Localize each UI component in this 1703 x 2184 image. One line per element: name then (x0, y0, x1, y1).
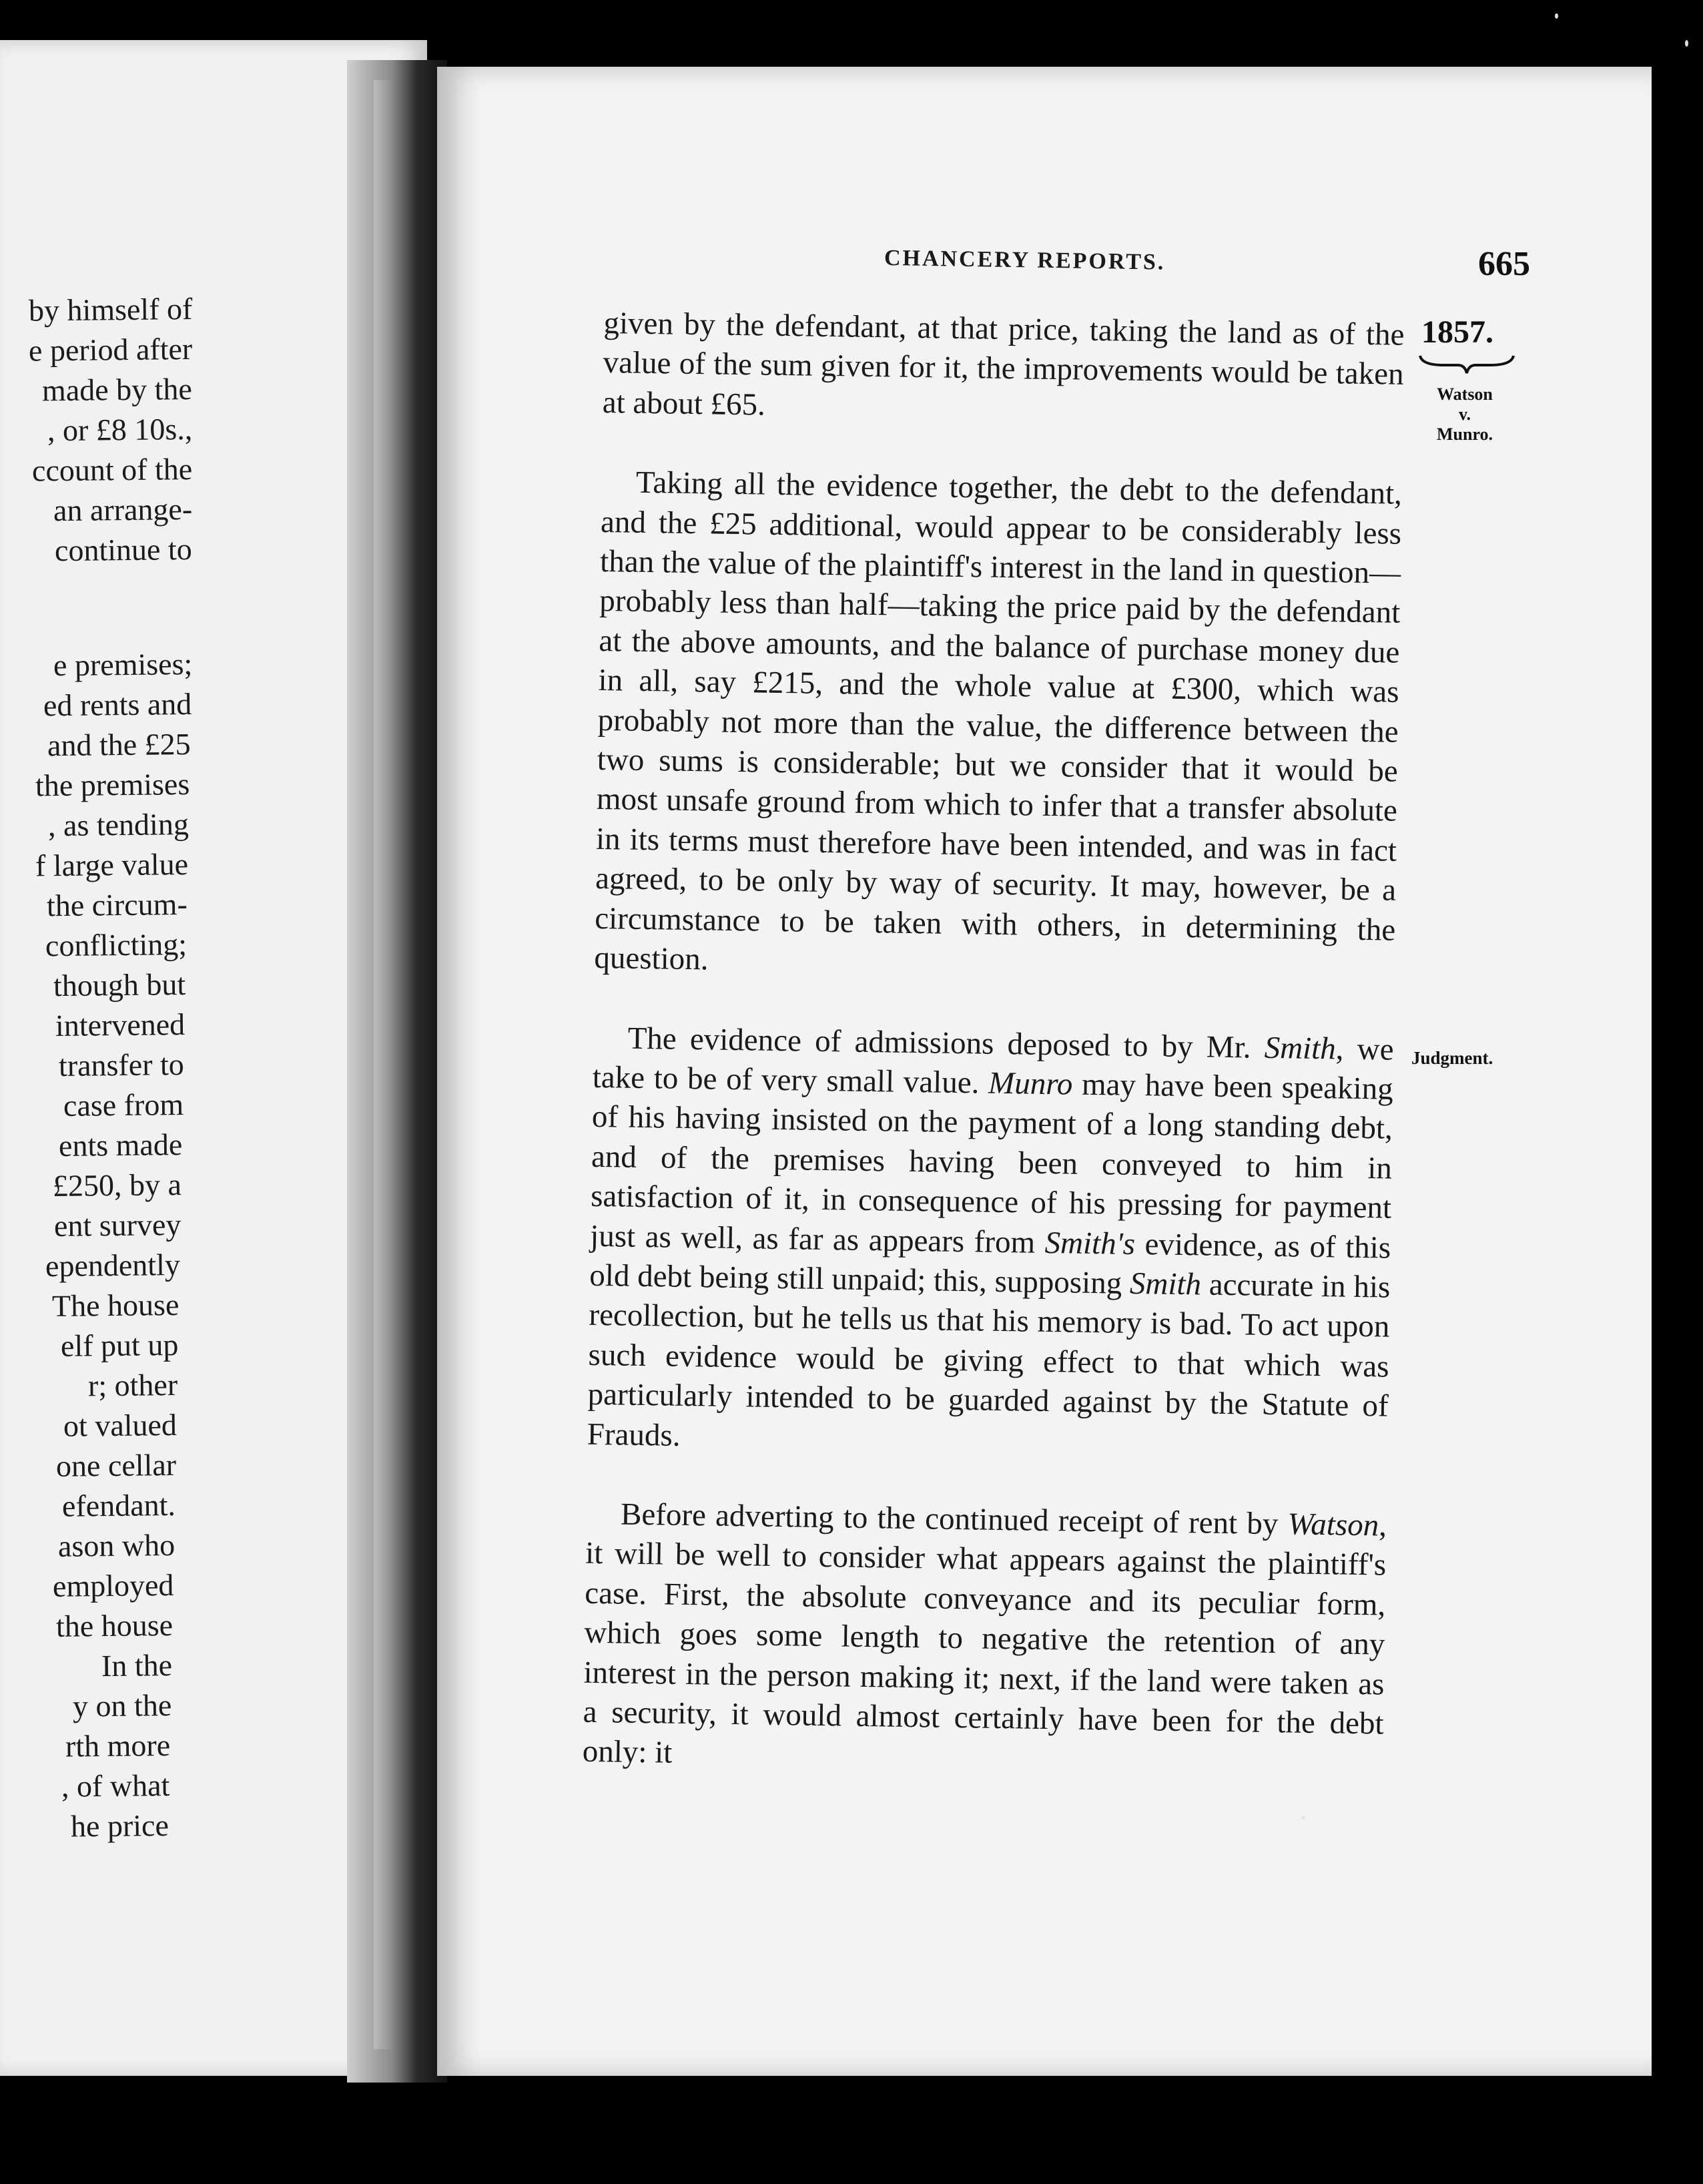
facing-page-line: e premises; (53, 647, 193, 683)
body-text (582, 304, 1405, 1784)
facing-page-line: In the (101, 1648, 173, 1683)
facing-page-line: r; other (88, 1368, 178, 1403)
facing-page-line: rth more (65, 1728, 171, 1763)
facing-page-line: an arrange- (53, 492, 193, 528)
facing-page-line: efendant. (61, 1488, 176, 1523)
paragraph: Taking all the evidence together, the debt to the defendant, and the £25 additional, would appear to be considerably less than the value of the plaintiff's interest in the land in question—probably less than half—taking the price paid by the defendant at the above amounts, and the balance of purchase money due in all, say £215, and the whole value at £300, which was probably not more than the value, the difference between the two sums is considerable; but we consider that it would be most unsafe ground from which to infer that a transfer absolute in its terms must therefore have been intended, and was in fact agreed, to be only by way of security. It may, however, be a circumstance to be taken with others, in determining the question. (594, 465, 1403, 977)
facing-page-line: ent survey (53, 1207, 182, 1243)
facing-page-line: y on the (72, 1688, 172, 1723)
facing-page-line: the house (55, 1608, 174, 1643)
case-name-versus: v. (1458, 404, 1471, 424)
facing-page-line: intervened (55, 1007, 186, 1043)
margin-note-year: 1857. (1421, 314, 1493, 350)
facing-page-line: by himself of (28, 292, 193, 328)
italic-name: Smith's (1044, 1225, 1136, 1262)
italic-name: Smith (1264, 1030, 1337, 1066)
facing-page-line: elf put up (61, 1328, 179, 1363)
facing-page-line: f large value (35, 847, 189, 883)
facing-page-line: transfer to (58, 1047, 185, 1083)
facing-page-line: and the £25 (47, 727, 191, 763)
book-gutter (347, 60, 447, 2083)
facing-page-line: e period after (28, 332, 193, 368)
paper-speck (1555, 13, 1558, 19)
paper-speck (1685, 40, 1688, 47)
facing-page-line: the premises (35, 767, 190, 803)
facing-page-line: though but (53, 967, 186, 1003)
paragraph: The evidence of admissions deposed to by Mr. Smith, we take to be of very small value. Munro may have been speaking of his having insisted on the payment of a long standing debt, and of the premises having been conveyed to him in satisfaction of it, in consequence of his pressing for payment just as well, as far as appears from Smith's evidence, as of this old debt being still unpaid; this, supposing Smith accurate in his recollection, but he tells us that his memory is bad. To act upon such evidence would be giving effect to that which was particularly intended to be guarded against by the Statute of Frauds. (587, 1021, 1394, 1453)
case-name-defendant: Munro. (1436, 425, 1493, 444)
facing-page-line: conflicting; (45, 927, 187, 963)
case-name-plaintiff: Watson (1437, 384, 1493, 404)
page-number: 665 (1478, 245, 1530, 283)
running-head: CHANCERY REPORTS. (884, 246, 1166, 275)
gutter-highlight (374, 80, 394, 2049)
curly-brace-icon (1417, 350, 1517, 377)
facing-page-line: one cellar (55, 1448, 177, 1483)
facing-page-line: £250, by a (53, 1167, 182, 1203)
facing-page-line: employed (52, 1568, 174, 1603)
facing-page-line: , or £8 10s., (47, 412, 193, 448)
facing-page-line: made by the (41, 372, 193, 408)
margin-note-judgment: Judgment. (1411, 1048, 1493, 1068)
paper-speck (1301, 1816, 1305, 1820)
facing-page-line: ccount of the (31, 452, 193, 488)
margin-note-case (1425, 384, 1505, 445)
facing-page-line: ents made (59, 1127, 183, 1163)
facing-page-line: ed rents and (43, 687, 192, 723)
facing-page-line: case from (63, 1087, 184, 1123)
facing-page-line: The house (52, 1288, 180, 1323)
italic-name: Watson (1287, 1507, 1379, 1543)
paragraph: Before adverting to the continued receipt of rent by Watson, it will be well to consider what appears against the plaintiff's case. First, the absolute conveyance and its peculiar form, which goes some length to negative the retention of any interest in the person making it; next, if the land were taken as a security, it would almost certainly have been for the debt only: it (582, 1496, 1387, 1771)
facing-page-line: the circum- (46, 887, 188, 923)
paragraph: given by the defendant, at that price, taking the land as of the value of the sum given for it, the improvements would be taken at about £65. (602, 305, 1405, 423)
italic-name: Smith (1129, 1266, 1202, 1302)
facing-page-line: continue to (55, 532, 193, 568)
facing-page-line: he price (71, 1808, 169, 1844)
italic-name: Munro (988, 1065, 1073, 1102)
facing-page-line: ependently (45, 1248, 181, 1284)
facing-page-line: ason who (57, 1528, 175, 1563)
facing-page-line: ot valued (63, 1408, 178, 1443)
facing-page-line: , as tending (48, 807, 190, 843)
facing-page-line: , of what (61, 1768, 170, 1804)
